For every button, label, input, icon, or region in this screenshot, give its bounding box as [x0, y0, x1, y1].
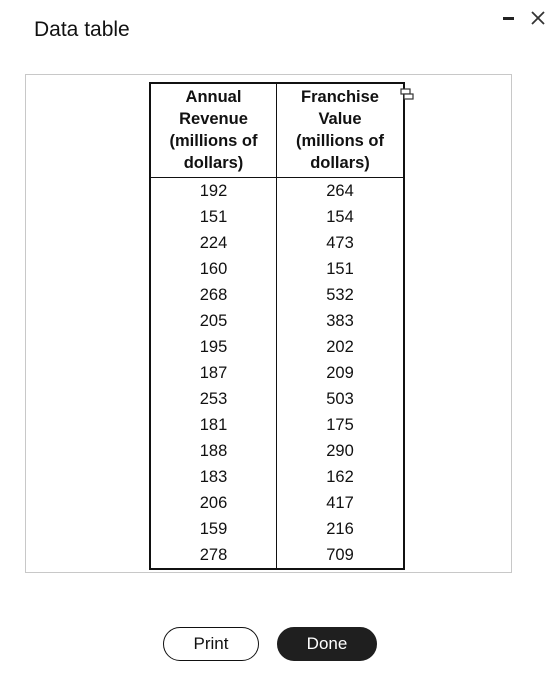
header-line: dollars) [310, 154, 370, 172]
cell-annual-revenue: 195 [150, 334, 277, 360]
cell-annual-revenue: 206 [150, 490, 277, 516]
cell-annual-revenue: 278 [150, 542, 277, 569]
cell-franchise-value: 264 [326, 181, 354, 200]
cell-annual-revenue: 183 [150, 464, 277, 490]
table-panel [25, 74, 512, 573]
cell-annual-revenue: 181 [150, 412, 277, 438]
done-button[interactable]: Done [277, 627, 377, 661]
cell-franchise-value: 532 [326, 285, 354, 304]
table-row [150, 282, 404, 308]
table-row [150, 386, 404, 412]
cell-franchise-value: 473 [326, 233, 354, 252]
header-line: Franchise [301, 88, 379, 106]
header-line: Annual [185, 88, 242, 106]
cell-franchise-value: 154 [326, 207, 354, 226]
cell-annual-revenue: 253 [150, 386, 277, 412]
cell-franchise-value: 151 [326, 259, 354, 278]
cell-annual-revenue: 151 [150, 204, 277, 230]
cell-franchise-value: 709 [326, 545, 354, 564]
cell-annual-revenue: 160 [150, 256, 277, 282]
table-row [150, 360, 404, 386]
cell-franchise-value: 503 [326, 389, 354, 408]
cell-franchise-value: 175 [326, 415, 354, 434]
cell-annual-revenue: 159 [150, 516, 277, 542]
cell-annual-revenue: 268 [150, 282, 277, 308]
cell-franchise-value: 383 [326, 311, 354, 330]
table-row [150, 178, 404, 205]
cell-annual-revenue: 187 [150, 360, 277, 386]
header-line: Revenue [179, 110, 248, 128]
table-row [150, 308, 404, 334]
print-button[interactable]: Print [163, 627, 259, 661]
header-line: (millions of [169, 132, 258, 150]
cell-franchise-value: 209 [326, 363, 354, 382]
cell-franchise-value: 202 [326, 337, 354, 356]
minimize-icon[interactable] [498, 6, 518, 30]
table-row [150, 490, 404, 516]
cell-annual-revenue: 224 [150, 230, 277, 256]
table-row [150, 412, 404, 438]
cell-annual-revenue: 192 [150, 178, 277, 205]
table-row [150, 516, 404, 542]
header-line: dollars) [183, 154, 244, 172]
table-row [150, 204, 404, 230]
cell-franchise-value: 162 [326, 467, 354, 486]
table-row [150, 230, 404, 256]
data-table [149, 82, 405, 570]
close-icon[interactable] [528, 6, 548, 30]
cell-franchise-value: 290 [326, 441, 354, 460]
cell-annual-revenue: 188 [150, 438, 277, 464]
table-row [150, 464, 404, 490]
cell-franchise-value: 216 [326, 519, 354, 538]
dialog-title: Data table [34, 18, 130, 41]
header-line: Value [318, 110, 362, 128]
cell-franchise-value: 417 [326, 493, 354, 512]
table-row [150, 256, 404, 282]
cell-annual-revenue: 205 [150, 308, 277, 334]
copy-icon[interactable] [400, 87, 414, 99]
table-row [150, 542, 404, 569]
table-header-row [150, 83, 404, 178]
column-header-franchise-value [277, 83, 405, 178]
column-header-annual-revenue [150, 83, 277, 178]
table-row [150, 334, 404, 360]
header-line: (millions of [296, 132, 384, 150]
table-row [150, 438, 404, 464]
